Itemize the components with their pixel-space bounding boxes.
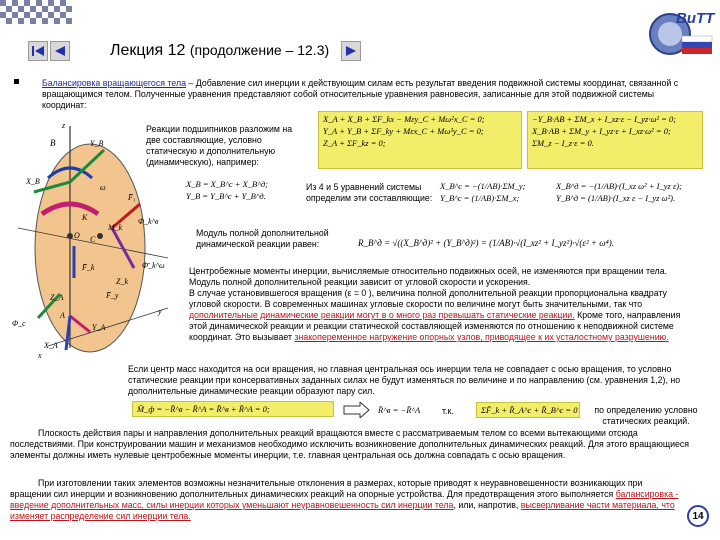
centrifugal-moments-paragraph: Центробежные моменты инерции, вычисляемые относительно подвижных осей, не изменяются при вращении тела. Модуль полной дополнительной реакции зависит от угловой скорости и ускорения. В случае установившегося вращения (ε = 0 ), величина полной дополнительной реакции пропорциональна квадрату угловой скорости. В современных машинах угловые скорости по величине могут быть значительными, так что дополнительные динамические реакции могут в о много раз превышать статические реакции. Кроме того, направления этой динамической реакции и реакции статической составляющей изменяются по отношению к неподвижной системе координат. Это вызывает знакопеременное нагружение опорных узлов, приводящее к их усталостному разрушению.	[189, 266, 681, 342]
figure-label: y	[158, 307, 162, 316]
arrow-left-icon	[54, 45, 66, 57]
reaction-sum-equation: R̄^в = −R̄^A	[378, 405, 421, 415]
arrow-right-icon	[342, 402, 370, 418]
figure-label: F̄_y	[106, 291, 119, 300]
figure-label: Φ_c	[12, 319, 26, 328]
figure-label: Z_A	[50, 293, 64, 302]
logo-lettering: ВиТТ	[676, 10, 715, 27]
next-slide-button[interactable]	[341, 41, 361, 61]
rotating-body-figure	[8, 118, 180, 362]
corner-checker-pattern	[0, 0, 76, 24]
checker-square	[54, 18, 60, 24]
figure-label: B	[50, 138, 56, 148]
plane-of-action-paragraph: Плоскость действия пары и направления дополнительных реакций вращаются вместе с рассматриваемым телом со всеми вытекающими отсюда последствиями. При конструировании машин и механизмов необходимо исключить возникновение дополнительных динамических реакций. Для этого вращающиеся элементы должны иметь нулевые центробежные моменты инерции, т.е. главная центральная ось должна совпадать с осью вращения.	[10, 428, 690, 460]
since-label: т.к.	[442, 406, 454, 416]
static-component-equations: X_B^c = −(1/AB)·ΣM_y; Y_B^c = (1/AB)·ΣM_x;	[440, 181, 526, 203]
bullet-marker	[14, 79, 19, 84]
checker-square	[18, 18, 24, 24]
balancing-paragraph: При изготовлении таких элементов возможны незначительные отклонения в размерах, которые приводят к неуравновешенности возникающих при вращении сил инерции и возникновению дополнительных динамических реакций на опорные устройства. Для предотвращения этого выполняется балансировка - введение дополнительных масс, силы инерции которых уменьшают неуравновешенность сил инерции тела, или, напротив, высверливание части материала, что изменяет распределение сил инерции тела.	[10, 478, 679, 521]
definition-note: по определению условно статических реакций.	[594, 405, 698, 426]
figure-label: F̄₁	[128, 193, 136, 202]
figure-label: X_B	[26, 177, 40, 186]
checker-square	[66, 6, 72, 12]
figure-label: X_A	[44, 341, 58, 350]
figure-label: Y_A	[92, 323, 106, 332]
figure-label: Φ_k^в	[138, 217, 159, 226]
reactions-paragraph: Реакции подшипников разложим на две составляющие, условно статическую и дополнительную (динамическую), например:	[146, 124, 293, 167]
figure-label: z	[62, 121, 66, 130]
equilibrium-system-left: X_A + X_B + ΣF_kx − Mεy_C + Mω²x_C = 0; Y_A + Y_B + ΣF_ky + Mεx_C + Mω²y_C = 0; Z_A + ΣF_kz = 0;	[318, 111, 522, 169]
force-pair-equation: M̄_ф = −R̄^в − R̄^A = R̄^в + R̄^A = 0;	[132, 401, 334, 417]
intro-paragraph: Балансировка вращающегося тела – Добавление сил инерции к действующим силам есть результат введения подвижной системы координат, связанной с вращающимся телом. Полученные уравнения представляют собой относительные уравнения равновесия, записанные для этой подвижной системы координат:	[42, 78, 679, 110]
arrow-right-icon	[345, 45, 357, 57]
prev-slide-button[interactable]	[50, 41, 70, 61]
figure-label: C	[90, 235, 96, 244]
checker-square	[42, 18, 48, 24]
figure-label: F̄_k	[82, 263, 95, 272]
modulus-equation: R_B^д = √((X_B^д)² + (Y_B^д)²) = (1/AB)·√(I_xz² + I_yz²)·√(ε² + ω⁴).	[358, 238, 614, 248]
equilibrium-system-right: −Y_B·AB + ΣM_x + I_xz·ε − I_yz·ω² = 0; X_B·AB + ΣM_y + I_yz·ε + I_xz·ω² = 0; ΣM_z − I_z·ε = 0.	[527, 111, 703, 169]
page-number-badge: 14	[687, 505, 709, 527]
checker-square	[6, 18, 12, 24]
solve-paragraph: Из 4 и 5 уравнений системы определим эти составляющие:	[306, 182, 433, 203]
center-of-mass-paragraph: Если центр масс находится на оси вращения, но главная центральная ось инерции тела не совпадает с осью вращения, то условно статические реакции при консервативных заданных силах не будут изменяться по величине и по направлению (см. уравнения 1,2), но дополнительные динамические реакции образуют пару сил.	[128, 364, 681, 396]
figure-label: K	[82, 213, 88, 222]
checker-square	[30, 18, 36, 24]
figure-label: M_k	[108, 223, 123, 232]
dynamic-component-equations: X_B^д = −(1/AB)·(I_xz ω² + I_yz ε); Y_B^д = (1/AB)·(I_xz ε − I_yz ω²).	[556, 181, 682, 203]
first-slide-button[interactable]	[28, 41, 48, 61]
slide-header	[28, 40, 368, 62]
university-logo	[646, 4, 716, 60]
figure-label: Φ̄_k^ω	[142, 261, 165, 270]
figure-label: Z_k	[116, 277, 128, 286]
figure-label: x	[38, 351, 42, 360]
static-reactions-equation: ΣF̄_k + R̄_A^c + R̄_B^c = 0	[476, 402, 580, 418]
figure-label: A	[60, 311, 65, 320]
modulus-paragraph: Модуль полной дополнительной динамической реакции равен:	[196, 228, 329, 249]
page-title: Лекция 12 (продолжение – 12.3)	[110, 42, 330, 59]
figure-label: ω	[100, 183, 106, 192]
checker-square	[66, 18, 72, 24]
figure-label: Y_B	[90, 139, 104, 148]
reaction-split-equations: X_B = X_B^c + X_B^д; Y_B = Y_B^c + Y_B^д.	[186, 179, 268, 201]
skip-back-icon	[31, 45, 45, 57]
figure-label: O	[74, 231, 80, 240]
